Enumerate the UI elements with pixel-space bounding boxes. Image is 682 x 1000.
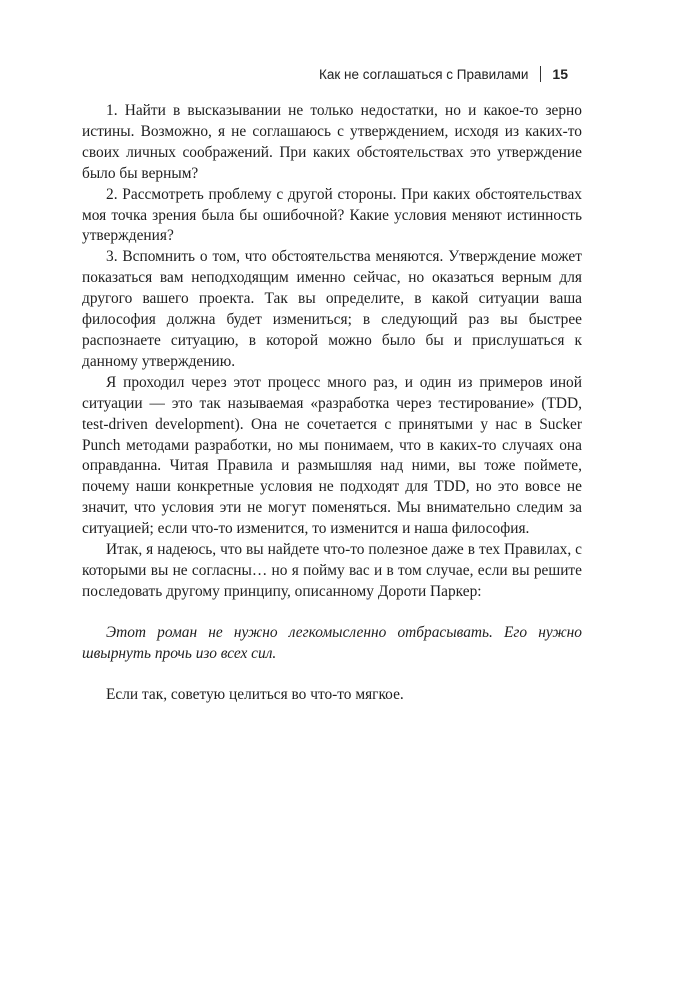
paragraph-conclusion: Итак, я надеюсь, что вы найдете что-то полезное даже в тех Правилах, с которыми вы не согласны… но я пойму вас и в том случае, если вы решите последовать другому принципу, описанному Дороти Паркер:: [82, 541, 582, 600]
closing-line: Если так, советую целиться во что-то мягкое.: [106, 685, 404, 703]
quote: Этот роман не нужно легкомысленно отбрасывать. Его нужно швырнуть прочь изо всех сил.: [82, 623, 582, 662]
body-text: [82, 101, 582, 705]
running-head: [319, 66, 568, 82]
paragraph-item-2: 2. Рассмотреть проблему с другой стороны. При каких обстоятельствах моя точка зрения была бы ошибочной? Какие условия меняют истинность утверждения?: [82, 185, 582, 245]
paragraph-item-3: 3. Вспомнить о том, что обстоятельства меняются. Утверждение может показаться вам неподходящим именно сейчас, но оказаться верным для другого вашего проекта. Так вы определите, в какой ситуации ваша философия должна будет измениться; в следующий раз вы быстрее распознаете ситуацию, в которой можно было бы и прислушаться к данному утверждению.: [82, 248, 582, 370]
page-number: 15: [552, 66, 568, 82]
header-divider: [540, 66, 541, 82]
chapter-title: Как не соглашаться с Правилами: [319, 66, 529, 82]
paragraph-process: Я проходил через этот процесс много раз, и один из примеров иной ситуации — это так называемая «разработка через тестирование» (TDD, test-driven development). Она не сочетается с принятыми у нас в Sucker Punch методами разработки, но мы понимаем, что в каких-то случаях она оправданна. Читая Правила и размышляя над ними, вы тоже поймете, почему наши конкретные условия не подходят для TDD, но это вовсе не значит, что условия эти не могут поменяться. Мы внимательно следим за ситуацией; если что-то изменится, то изменится и наша философия.: [82, 373, 582, 538]
paragraph-item-1: 1. Найти в высказывании не только недостатки, но и какое-то зерно истины. Возможно, я не соглашаюсь с утверждением, исходя из каких-то своих личных соображений. При каких обстоятельствах это утверждение было бы верным?: [82, 102, 582, 182]
